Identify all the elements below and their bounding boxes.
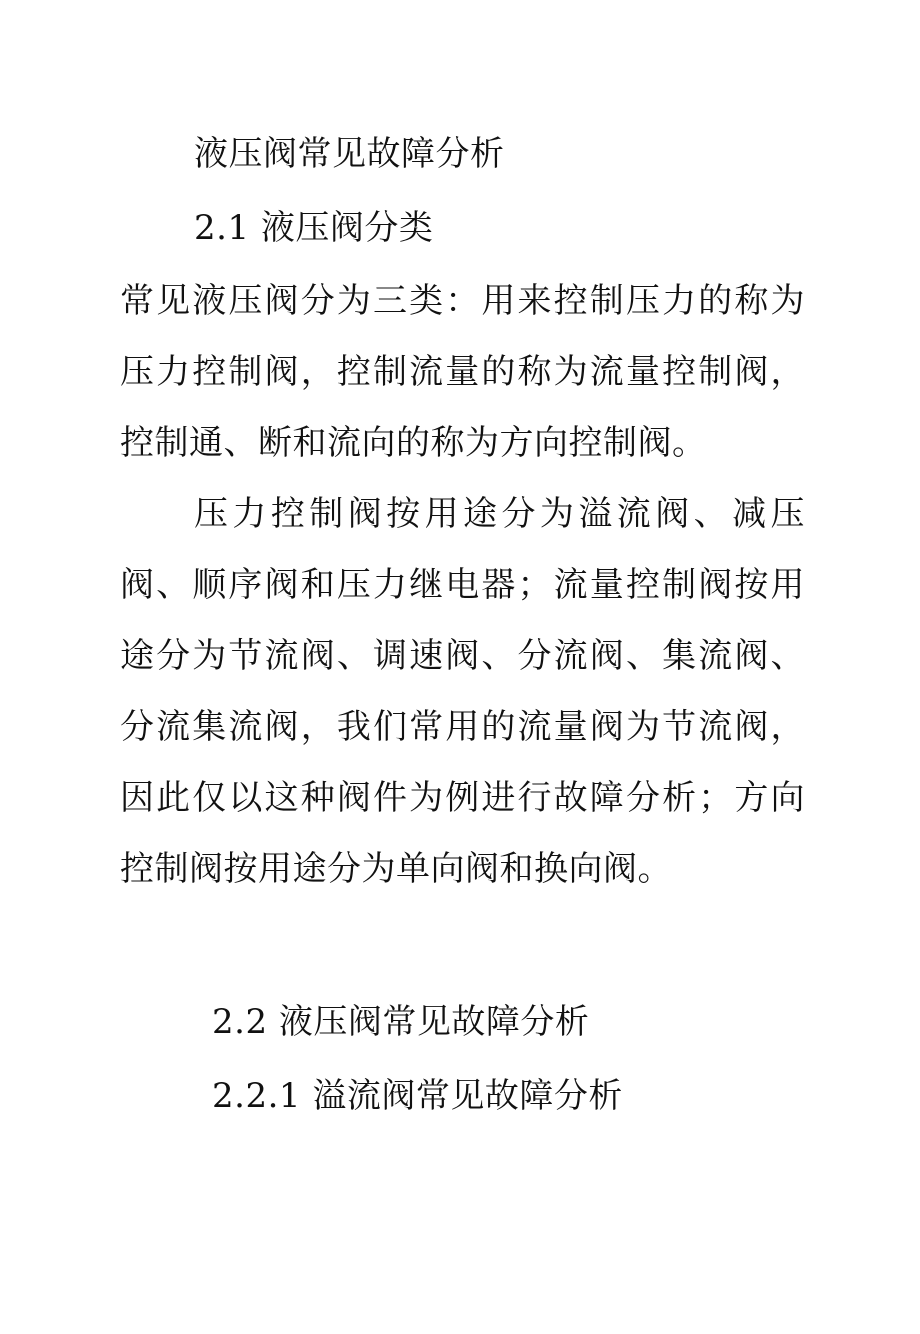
document-title: 液压阀常见故障分析 bbox=[194, 134, 505, 174]
section-heading-2-2: 2.2 液压阀常见故障分析 bbox=[212, 1002, 590, 1042]
paragraph-valve-types: 常见液压阀分为三类：用来控制压力的称为压力控制阀，控制流量的称为流量控制阀，控制通、断和流向的称为方向控制阀。 bbox=[120, 281, 805, 463]
paragraph-valve-uses: 压力控制阀按用途分为溢流阀、减压阀、顺序阀和压力继电器；流量控制阀按用途分为节流阀、调速阀、分流阀、集流阀、分流集流阀，我们常用的流量阀为节流阀，因此仅以这种阀件为例进行故障分析；方向控制阀按用途分为单向阀和换向阀。 bbox=[120, 494, 805, 889]
section-heading-2-1: 2.1 液压阀分类 bbox=[194, 208, 434, 248]
section-heading-2-2-1: 2.2.1 溢流阀常见故障分析 bbox=[212, 1076, 623, 1116]
